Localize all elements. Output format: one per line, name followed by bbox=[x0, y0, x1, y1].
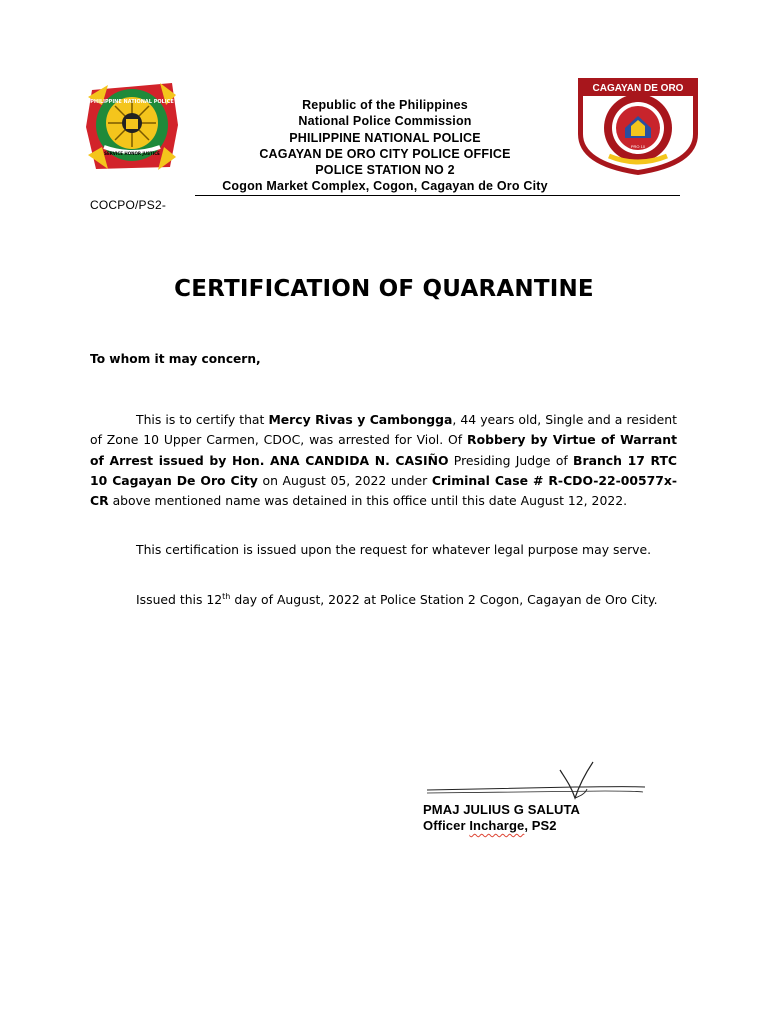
header-line-address: Cogon Market Complex, Cogon, Cagayan de Oro City bbox=[222, 179, 548, 194]
p1-text-4: on August 05, 2022 under bbox=[257, 472, 432, 488]
signatory-title bbox=[423, 818, 557, 833]
document-title: CERTIFICATION OF QUARANTINE bbox=[174, 276, 594, 302]
p1-text-5: above mentioned name was detained in this office until this date August 12, 2022. bbox=[108, 493, 628, 509]
header-line-station: POLICE STATION NO 2 bbox=[315, 163, 455, 178]
seal-sub-text: PRO 10 bbox=[630, 144, 646, 149]
cagayan-de-oro-police-seal bbox=[573, 76, 703, 176]
pnp-logo-motto: SERVICE HONOR JUSTICE bbox=[104, 151, 160, 156]
signatory-name: PMAJ JULIUS G SALUTA bbox=[423, 802, 581, 817]
certification-paragraph bbox=[90, 410, 677, 511]
p3-ordinal-suffix: th bbox=[222, 591, 231, 601]
pnp-badge-logo bbox=[82, 75, 182, 175]
salutation: To whom it may concern, bbox=[90, 352, 261, 366]
p3-text-1: Issued this 12 bbox=[136, 592, 223, 607]
issued-paragraph bbox=[90, 590, 677, 610]
p1-text-1: This is to certify that bbox=[136, 412, 269, 427]
reference-number: COCPO/PS2- bbox=[90, 198, 167, 212]
signatory-title-suffix: , PS2 bbox=[524, 818, 557, 833]
header-line-napolcom: National Police Commission bbox=[298, 114, 472, 129]
p1-text-3: Presiding Judge of bbox=[448, 452, 574, 468]
offense-warrant: Robbery by Virtue of Warrant of Arrest issued by Hon. ANA CANDIDA N. CASIÑO bbox=[90, 432, 677, 468]
header-line-city-office: CAGAYAN DE ORO CITY POLICE OFFICE bbox=[259, 146, 511, 161]
p3-text-2: day of August, 2022 at Police Station 2 Cogon, Cagayan de Oro City. bbox=[230, 592, 658, 607]
handwritten-signature bbox=[425, 756, 647, 802]
header-line-republic: Republic of the Philippines bbox=[302, 98, 468, 112]
p1-text-2: , 44 years old, Single and a resident of Zone 10 Upper Carmen, CDOC, was arrested for Viol. Of bbox=[90, 412, 677, 448]
header-line-pnp: PHILIPPINE NATIONAL POLICE bbox=[289, 130, 481, 145]
p2-text: This certification is issued upon the request for whatever legal purpose may serve. bbox=[136, 542, 652, 557]
detainee-name: Mercy Rivas y Cambongga bbox=[268, 412, 453, 427]
signatory-title-prefix: Officer bbox=[423, 818, 470, 833]
court-branch: Branch 17 RTC 10 Cagayan De Oro City bbox=[90, 452, 677, 488]
signatory-title-marked: Incharge bbox=[469, 818, 525, 833]
letterhead bbox=[170, 97, 600, 195]
seal-title-text: CAGAYAN DE ORO bbox=[592, 83, 684, 94]
purpose-paragraph bbox=[90, 540, 677, 560]
pnp-logo-text: PHILIPPINE NATIONAL POLICE bbox=[90, 99, 174, 105]
header-divider bbox=[195, 195, 680, 196]
criminal-case-number: Criminal Case # R-CDO-22-00577x-CR bbox=[90, 472, 677, 509]
